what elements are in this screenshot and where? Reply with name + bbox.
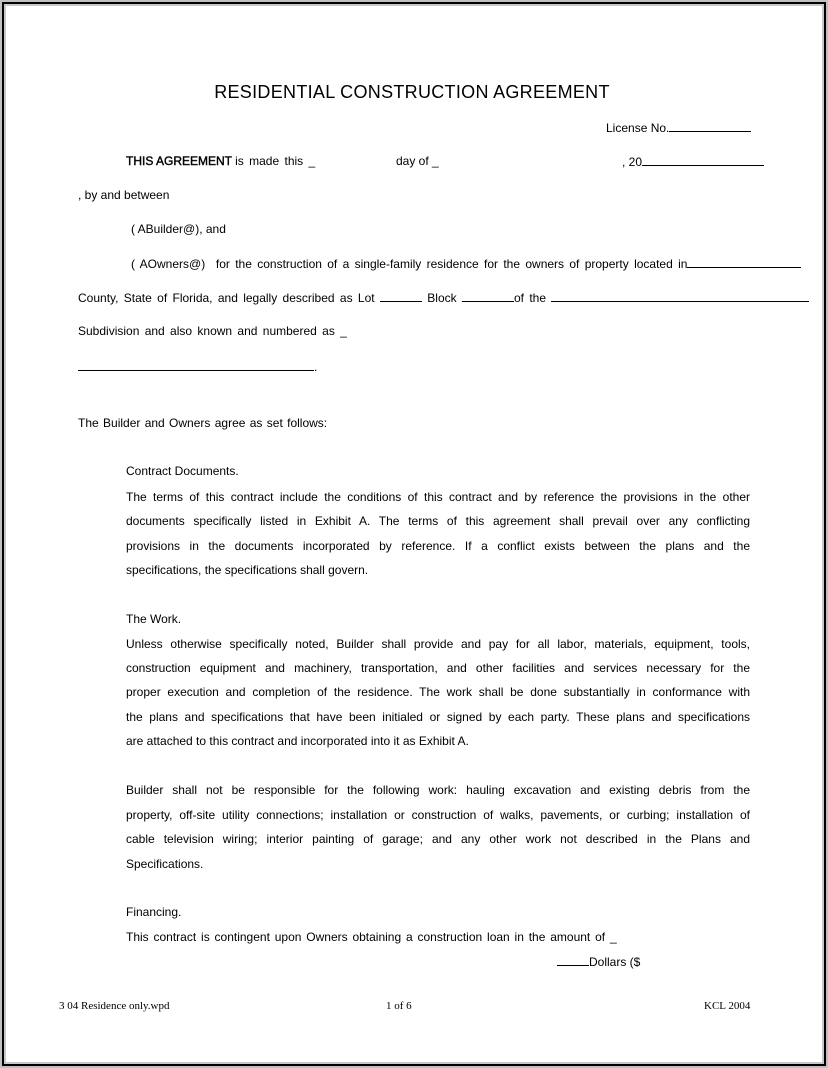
year-blank[interactable] — [642, 153, 764, 166]
made-this-text: is made this _ — [235, 154, 316, 168]
document-title: RESIDENTIAL CONSTRUCTION AGREEMENT — [214, 82, 610, 102]
owners-line — [131, 255, 801, 272]
paragraph-line: The terms of this contract include the conditions of this contract and by reference the provisions in the other — [126, 490, 750, 504]
license-line — [606, 119, 751, 136]
paragraph-line: property, off-site utility connections; installation or construction of walks, pavements, or curbing; installation of — [126, 808, 750, 822]
dollars-blank[interactable] — [557, 953, 589, 966]
property-location-blank[interactable] — [687, 255, 801, 268]
owners-text: for the construction of a single-family residence for the owners of property located in — [215, 257, 688, 271]
paragraph-line: specifications, the specifications shall govern. — [126, 563, 369, 577]
footer-page-number: 1 of 6 — [386, 1000, 412, 1012]
lot-blank[interactable] — [380, 289, 422, 302]
subdivision-line: Subdivision and also known and numbered as _ — [78, 324, 347, 338]
license-blank[interactable] — [669, 119, 751, 132]
dollars-text: Dollars ($ — [589, 955, 641, 969]
address-blank[interactable] — [78, 358, 314, 371]
owners-label: ( AOwners@) — [131, 257, 206, 271]
footer-code: KCL 2004 — [704, 1000, 751, 1012]
paragraph-line: construction equipment and machinery, transportation, and other facilities and services necessary for the — [126, 661, 750, 675]
paragraph-line: Builder shall not be responsible for the following work: hauling excavation and existing debris from the — [126, 783, 750, 797]
paragraph-line: the plans and specifications that have been initialed or signed by each party. These plans and specifications — [126, 710, 750, 724]
footer-filename: 3 04 Residence only.wpd — [59, 1000, 170, 1012]
day-of-text: day of _ — [396, 154, 439, 168]
dollars-line — [557, 953, 640, 970]
the-work-heading: The Work. — [126, 612, 182, 626]
license-label: License No. — [606, 121, 670, 135]
paragraph-line: Unless otherwise specifically noted, Builder shall provide and pay for all labor, materials, equipment, tools, — [126, 637, 750, 651]
by-and-between: , by and between — [78, 188, 170, 202]
builder-line: ( ABuilder@), and — [131, 222, 226, 236]
contract-documents-heading: Contract Documents. — [126, 464, 239, 478]
paragraph-line: documents specifically listed in Exhibit A. The terms of this agreement shall prevail over any conflicting — [126, 514, 750, 528]
financing-line: This contract is contingent upon Owners obtaining a construction loan in the amount of _ — [126, 930, 617, 944]
lot-text: County, State of Florida, and legally described as Lot — [78, 291, 375, 305]
paragraph-line: cable television wiring; interior painting of garage; and any other work not described in the Plans and — [126, 832, 750, 846]
address-line — [78, 358, 317, 375]
agreement-bold: THIS AGREEMENT — [126, 154, 232, 168]
block-blank[interactable] — [462, 289, 514, 302]
block-text: Block — [427, 291, 457, 305]
year-text: , 20 — [622, 155, 643, 169]
county-line — [78, 289, 809, 306]
paragraph-line: provisions in the documents incorporated by reference. If a conflict exists between the plans and the — [126, 539, 750, 553]
paragraph-line: proper execution and completion of the residence. The work shall be done substantially in conformance with — [126, 685, 750, 699]
paragraph-line: Specifications. — [126, 857, 204, 871]
financing-heading: Financing. — [126, 905, 182, 919]
year-field — [622, 153, 764, 170]
address-period: . — [314, 360, 318, 374]
agree-line: The Builder and Owners agree as set follows: — [78, 416, 328, 430]
subdivision-blank[interactable] — [551, 289, 809, 302]
agreement-line — [126, 153, 768, 169]
of-the-text: of the — [513, 291, 547, 305]
paragraph-line: are attached to this contract and incorporated into it as Exhibit A. — [126, 734, 469, 748]
